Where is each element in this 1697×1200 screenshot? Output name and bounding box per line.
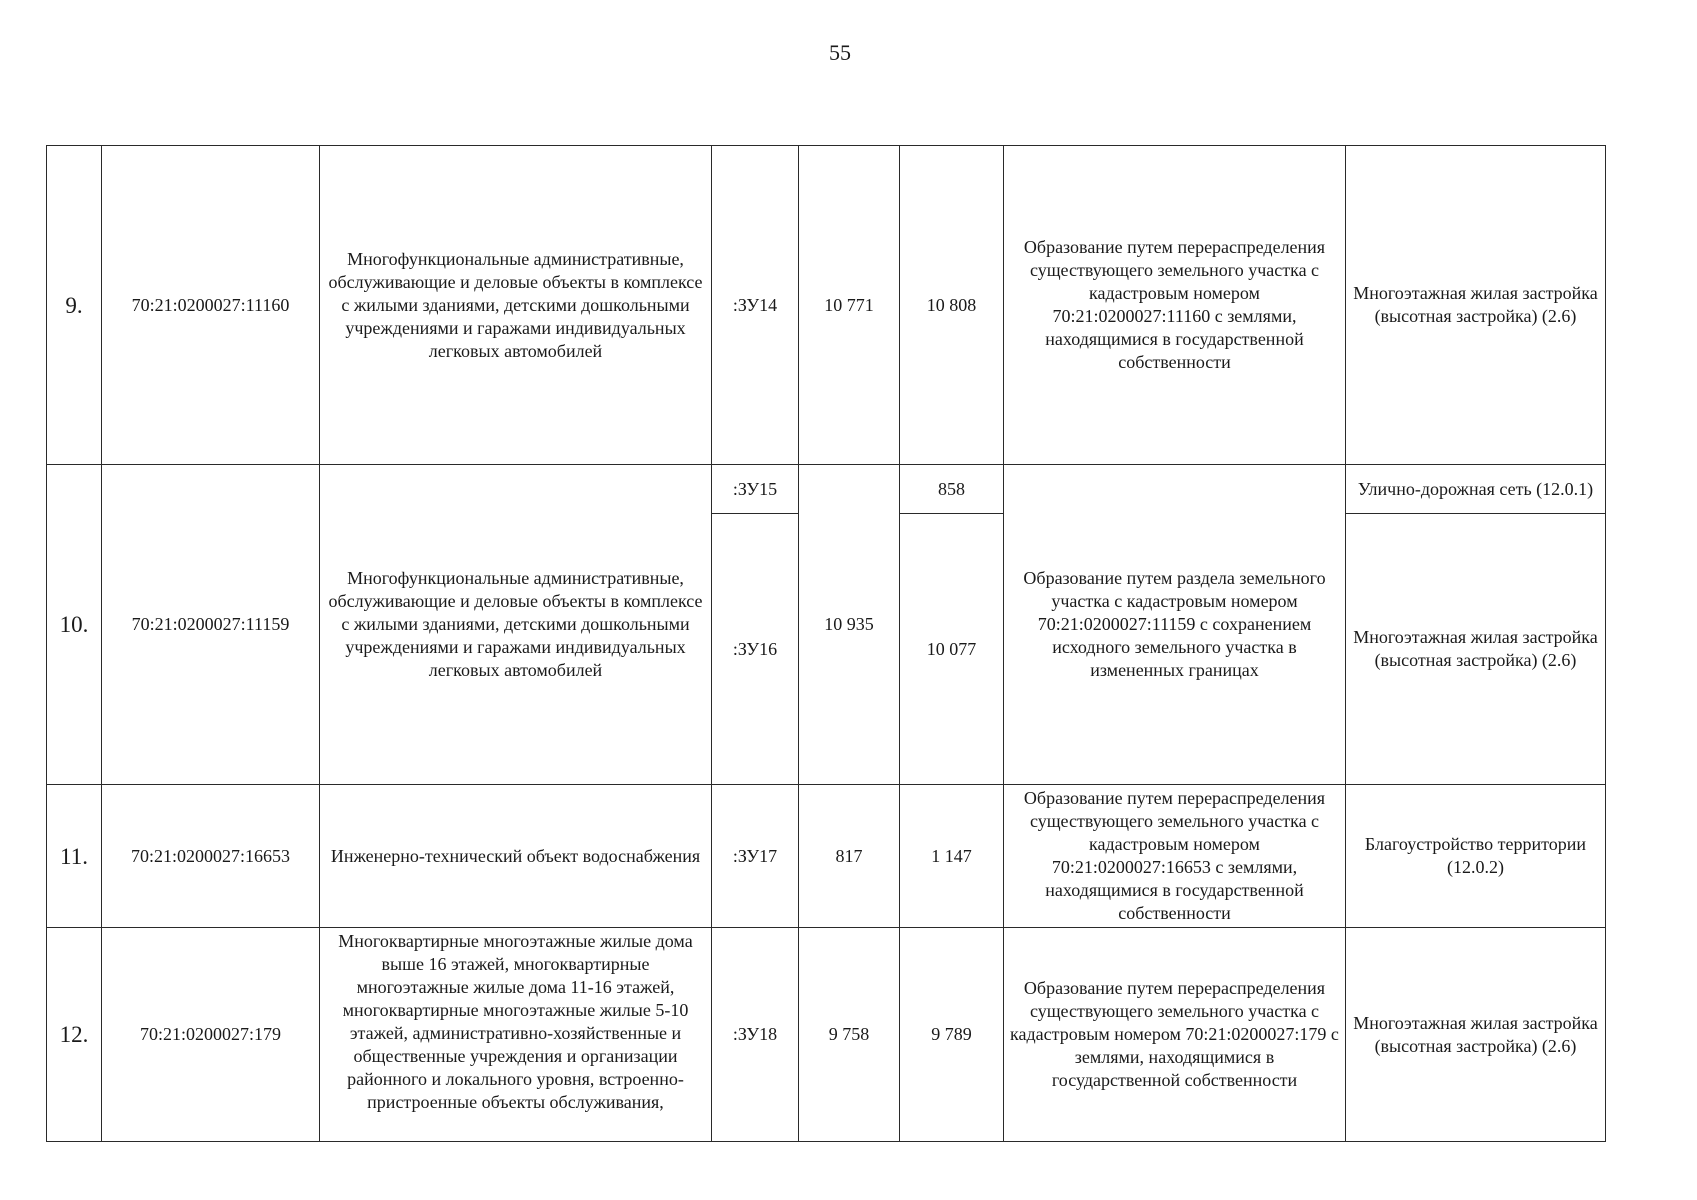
current-use: Многофункциональные административные, обслуживающие и деловые объекты в комплексе с жилыми зданиями, детскими дошкольными учреждениями и гаражами индивидуальных легковых автомобилей xyxy=(320,465,712,785)
permitted-use: Многоэтажная жилая застройка (высотная застройка) (2.6) xyxy=(1346,928,1606,1142)
table-row xyxy=(47,785,1606,928)
cadastral-number: 70:21:0200027:11160 xyxy=(102,146,320,465)
plot-designation: :ЗУ14 xyxy=(712,146,799,465)
plot-designation: :ЗУ17 xyxy=(712,785,799,928)
permitted-use: Благоустройство территории (12.0.2) xyxy=(1346,785,1606,928)
row-number: 12. xyxy=(47,928,102,1142)
plot-designation: :ЗУ15 xyxy=(712,465,799,514)
formation-method: Образование путем перераспределения существующего земельного участка с кадастровым номером 70:21:0200027:11160 с землями, находящимися в государственной собственности xyxy=(1004,146,1346,465)
table-row xyxy=(47,465,1606,514)
new-area: 10 077 xyxy=(900,514,1004,785)
permitted-use: Многоэтажная жилая застройка (высотная застройка) (2.6) xyxy=(1346,146,1606,465)
existing-area: 10 771 xyxy=(799,146,900,465)
new-area: 10 808 xyxy=(900,146,1004,465)
formation-method: Образование путем перераспределения существующего земельного участка с кадастровым номером 70:21:0200027:179 с землями, находящимися в государственной собственности xyxy=(1004,928,1346,1142)
permitted-use: Улично-дорожная сеть (12.0.1) xyxy=(1346,465,1606,514)
existing-area: 817 xyxy=(799,785,900,928)
cadastral-number: 70:21:0200027:11159 xyxy=(102,465,320,785)
new-area: 1 147 xyxy=(900,785,1004,928)
plot-designation: :ЗУ16 xyxy=(712,514,799,785)
land-plots-table xyxy=(46,145,1606,1142)
formation-method: Образование путем раздела земельного участка с кадастровым номером 70:21:0200027:11159 с сохранением исходного земельного участка в измененных границах xyxy=(1004,465,1346,785)
new-area: 858 xyxy=(900,465,1004,514)
cadastral-number: 70:21:0200027:16653 xyxy=(102,785,320,928)
page-number: 55 xyxy=(829,40,851,65)
cadastral-number: 70:21:0200027:179 xyxy=(102,928,320,1142)
formation-method: Образование путем перераспределения существующего земельного участка с кадастровым номером 70:21:0200027:16653 с землями, находящимися в государственной собственности xyxy=(1004,785,1346,928)
permitted-use: Многоэтажная жилая застройка (высотная застройка) (2.6) xyxy=(1346,514,1606,785)
row-number: 9. xyxy=(47,146,102,465)
plot-designation: :ЗУ18 xyxy=(712,928,799,1142)
current-use: Многофункциональные административные, обслуживающие и деловые объекты в комплексе с жилыми зданиями, детскими дошкольными учреждениями и гаражами индивидуальных легковых автомобилей xyxy=(320,146,712,465)
existing-area: 9 758 xyxy=(799,928,900,1142)
table-row xyxy=(47,146,1606,465)
current-use-text: Многоквартирные многоэтажные жилые дома выше 16 этажей, многоквартирные многоэтажные жилые дома 11-16 этажей, многоквартирные многоэтажные жилые 5-10 этажей, административно-хозяйственные и общественные учреждения и организации районного и локального уровня, встроенно-пристроенные объекты обслуживания, xyxy=(338,931,693,1112)
row-number: 11. xyxy=(47,785,102,928)
table-row xyxy=(47,928,1606,1142)
row-number: 10. xyxy=(47,465,102,785)
current-use: Инженерно-технический объект водоснабжения xyxy=(320,785,712,928)
new-area: 9 789 xyxy=(900,928,1004,1142)
existing-area: 10 935 xyxy=(799,465,900,785)
current-use xyxy=(320,928,712,1142)
